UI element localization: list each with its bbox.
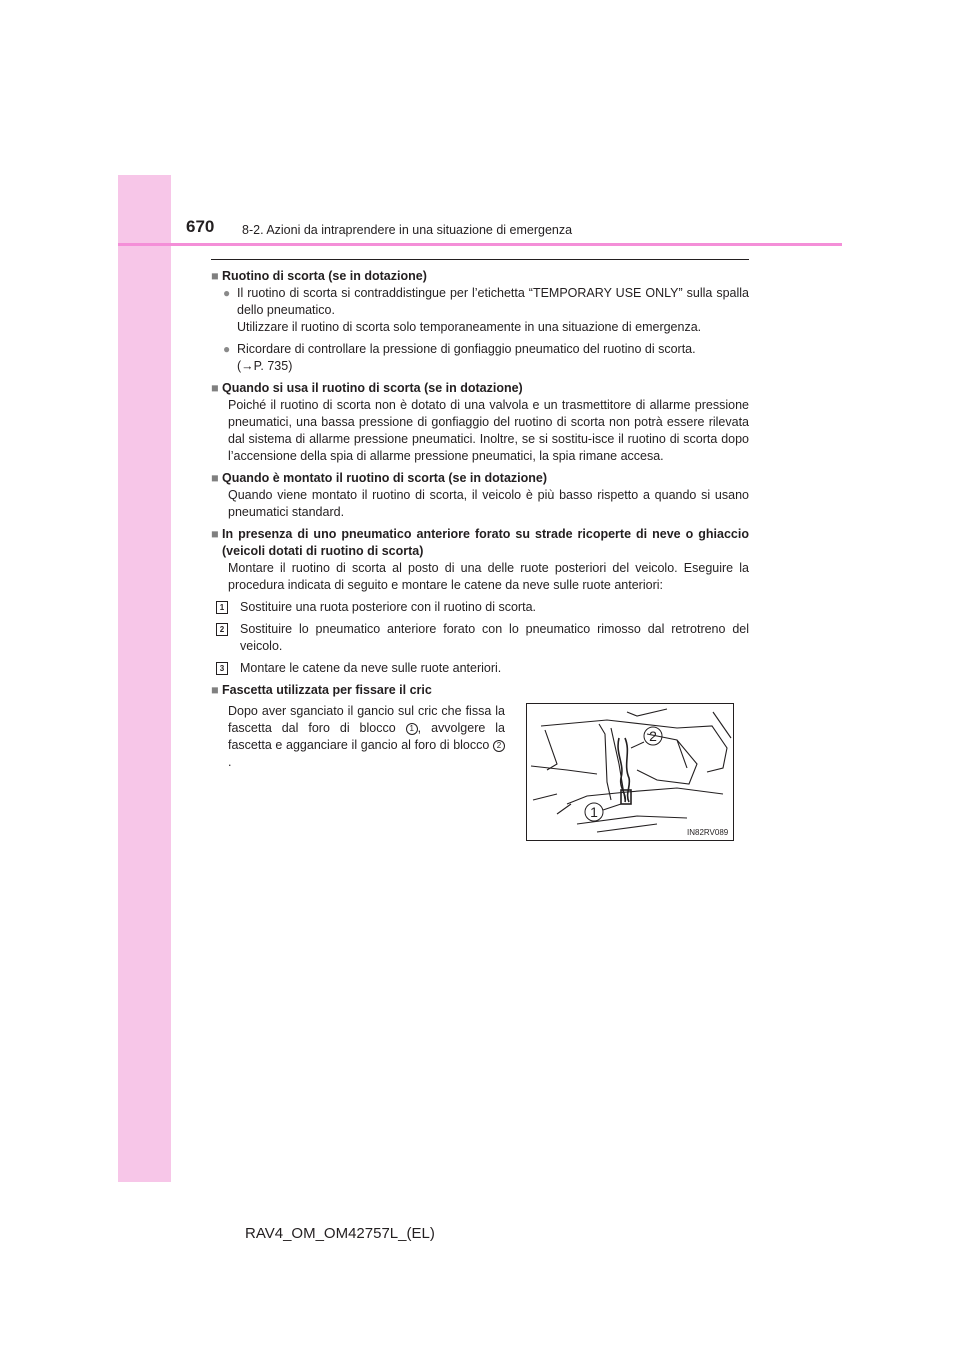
illustration-code: IN82RV089 [687, 828, 729, 837]
illustration-drawing [527, 704, 733, 840]
bullet-item: ● Ricordare di controllare la pressione di gonfiaggio pneumatico del ruotino di scorta. (→P. 735) [223, 341, 749, 375]
illustration-callout-1: 1 [590, 804, 598, 820]
circled-number-marker: 2 [493, 740, 505, 752]
step-number-badge: 2 [216, 623, 228, 636]
circled-number-marker: 1 [406, 723, 418, 735]
step-item [216, 621, 749, 655]
section-paragraph: Poiché il ruotino di scorta non è dotato di una valvola e un trasmettitore di allarme pressione pneumatici, una bassa pressione di gonfiaggio del ruotino di scorta non potrà essere rilevata dal sistema di allarme pressione pneumatici. Inoltre, se si sostitu-isce il ruotino di scorta dopo l’accensione della spia di allarme pressione pneumatici, la spia rimane accesa. [228, 398, 749, 463]
header-divider [118, 243, 842, 246]
section-heading: ■ Ruotino di scorta (se in dotazione) [211, 269, 427, 283]
section-heading: ■ Fascetta utilizzata per fissare il cric [211, 683, 432, 697]
step-item [216, 660, 749, 677]
step-text: Sostituire lo pneumatico anteriore forato con lo pneumatico rimosso dal retrotreno del veicolo. [240, 622, 749, 653]
bullet-item: ● Il ruotino di scorta si contraddistingue per l’etichetta “TEMPORARY USE ONLY” sulla spalla dello pneumatico. Utilizzare il ruotino di scorta solo temporaneamente in una situazione di emergenza. [223, 286, 749, 334]
content-divider [211, 259, 749, 260]
section-heading: ■ Quando si usa il ruotino di scorta (se in dotazione) [211, 381, 523, 395]
heading-square-icon: ■ [211, 269, 219, 283]
main-content [211, 268, 749, 841]
bullet-dot-icon: ● [223, 286, 231, 300]
heading-square-icon: ■ [211, 471, 219, 485]
heading-square-icon: ■ [211, 527, 219, 541]
footer-doc-code: RAV4_OM_OM42757L_(EL) [245, 1225, 435, 1242]
step-text: Montare le catene da neve sulle ruote anteriori. [240, 661, 502, 675]
page-number: 670 [186, 217, 215, 236]
step-item [216, 599, 749, 616]
step-number-badge: 3 [216, 662, 228, 675]
section-paragraph: Quando viene montato il ruotino di scorta, il veicolo è più basso rispetto a quando si usano pneumatici standard. [228, 488, 749, 519]
step-text: Sostituire una ruota posteriore con il ruotino di scorta. [240, 600, 536, 614]
section-paragraph: Montare il ruotino di scorta al posto di una delle ruote posteriori del veicolo. Eseguire la procedura indicata di seguito e montare le catene da neve sulle ruote anteriori: [228, 561, 749, 592]
jack-strap-paragraph: Dopo aver sganciato il gancio sul cric che fissa la fascetta dal foro di blocco 1 , avvolgere la fascetta e agganciare il gancio al foro di blocco 2. [228, 704, 505, 769]
heading-square-icon: ■ [211, 381, 219, 395]
heading-square-icon: ■ [211, 683, 219, 697]
jack-strap-illustration [526, 703, 734, 841]
section-heading: ■ In presenza di uno pneumatico anteriore forato su strade ricoperte di neve o ghiaccio (veicoli dotati di ruotino di scorta) [211, 527, 749, 558]
side-tab-strip [118, 175, 171, 1182]
bullet-dot-icon: ● [223, 342, 231, 356]
section-header-title: 8-2. Azioni da intraprendere in una situazione di emergenza [242, 223, 573, 237]
jack-strap-block [228, 703, 749, 841]
section-heading: ■ Quando è montato il ruotino di scorta (se in dotazione) [211, 471, 548, 485]
illustration-callout-2: 2 [649, 728, 657, 744]
step-number-badge: 1 [216, 601, 228, 614]
page-reference-link[interactable]: (→P. 735) [237, 359, 293, 373]
